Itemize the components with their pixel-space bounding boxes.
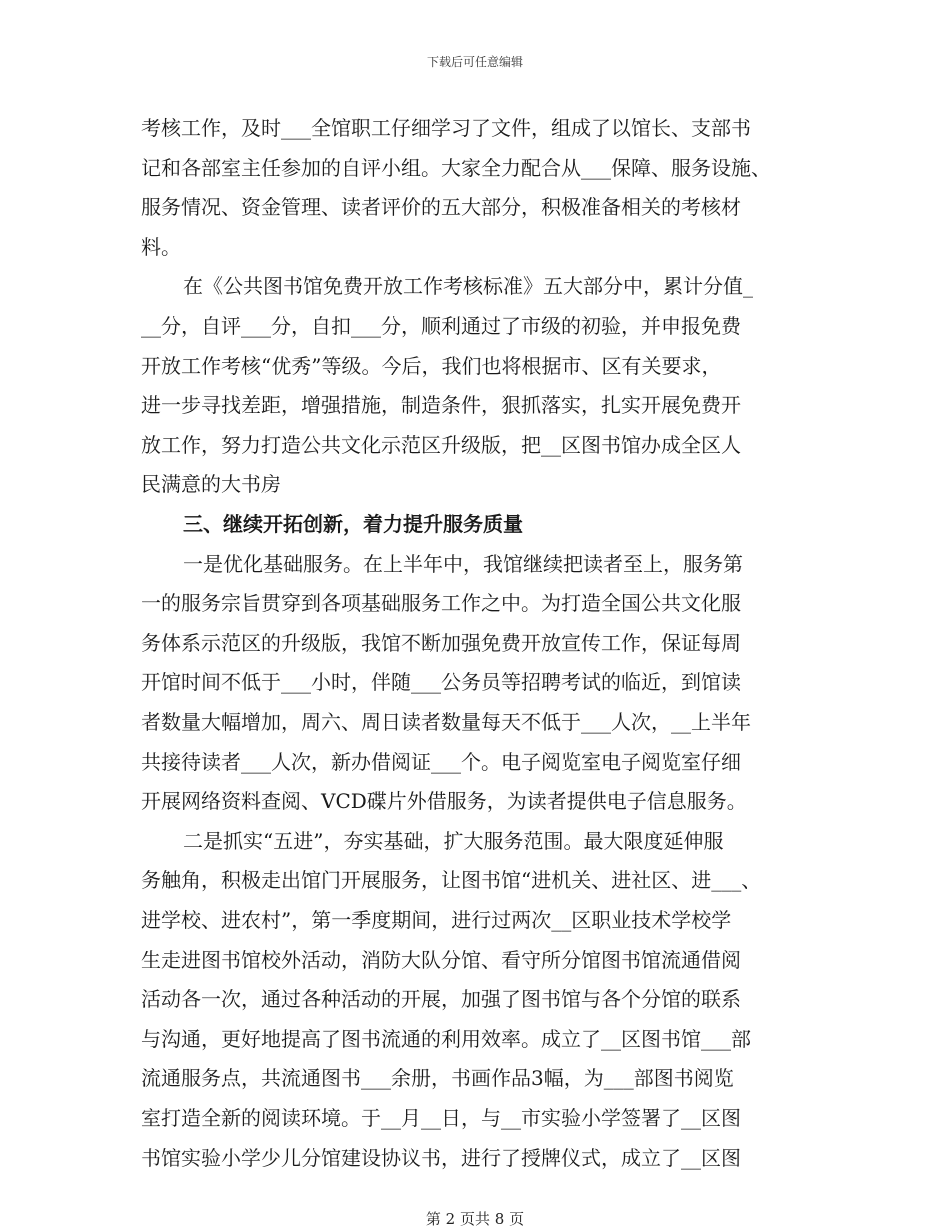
paragraph-line: 流通服务点，共流通图书___余册，书画作品3幅，为___部图书阅览 — [141, 1066, 734, 1090]
paragraph-line: 料。 — [141, 235, 181, 259]
paragraph-line: 与沟通，更好地提高了图书流通的利用效率。成立了__区图书馆___部 — [141, 1027, 751, 1051]
paragraph-line: 服务情况、资金管理、读者评价的五大部分，积极准备相关的考核材 — [141, 195, 741, 219]
paragraph-line: 开馆时间不低于___小时，伴随___公务员等招聘考试的临近，到馆读 — [141, 670, 741, 694]
paragraph-line: 活动各一次，通过各种活动的开展，加强了图书馆与各个分馆的联系 — [141, 987, 741, 1011]
section-heading: 三、继续开拓创新，着力提升服务质量 — [183, 512, 523, 536]
paragraph-line: 放工作，努力打造公共文化示范区升级版，把__区图书馆办成全区人 — [141, 433, 741, 457]
paragraph-line: 进学校、进农村”，第一季度期间，进行过两次__区职业技术学校学 — [141, 908, 732, 932]
paragraph-line: 一的服务宗旨贯穿到各项基础服务工作之中。为打造全国公共文化服 — [141, 591, 741, 615]
paragraph-line: 开展网络资料查阅、VCD碟片外借服务，为读者提供电子信息服务。 — [141, 789, 747, 813]
page-footer: 第 2 页共 8 页 — [425, 1210, 525, 1228]
paragraph-line: 生走进图书馆校外活动，消防大队分馆、看守所分馆图书馆流通借阅 — [141, 948, 741, 972]
paragraph-line: 开放工作考核“优秀”等级。今后，我们也将根据市、区有关要求， — [141, 354, 722, 378]
paragraph-line: 记和各部室主任参加的自评小组。大家全力配合从___保障、服务设施、 — [141, 156, 771, 180]
paragraph-line: 民满意的大书房 — [141, 472, 281, 496]
paragraph-line: 务触角，积极走出馆门开展服务，让图书馆“进机关、进社区、进___、 — [141, 868, 762, 892]
paragraph-line: 进一步寻找差距，增强措施，制造条件，狠抓落实，扎实开展免费开 — [141, 393, 741, 417]
paragraph-line: 书馆实验小学少儿分馆建设协议书，进行了授牌仪式，成立了__区图 — [141, 1146, 741, 1170]
paragraph-line: 共接待读者___人次，新办借阅证___个。电子阅览室电子阅览室仔细 — [141, 750, 741, 774]
paragraph-line: 二是抓实“五进”，夯实基础，扩大服务范围。最大限度延伸服 — [183, 829, 724, 853]
paragraph-line: 务体系示范区的升级版，我馆不断加强免费开放宣传工作，保证每周 — [141, 631, 741, 655]
paragraph-line: 考核工作，及时___全馆职工仔细学习了文件，组成了以馆长、支部书 — [141, 116, 751, 140]
paragraph-line: 一是优化基础服务。在上半年中，我馆继续把读者至上，服务第 — [183, 552, 743, 576]
paragraph-line: 者数量大幅增加，周六、周日读者数量每天不低于___人次，__上半年 — [141, 710, 751, 734]
paragraph-line: __分，自评___分，自扣___分，顺利通过了市级的初验，并申报免费 — [141, 314, 741, 338]
paragraph-line: 室打造全新的阅读环境。于__月__日，与__市实验小学签署了__区图 — [141, 1106, 741, 1130]
page-header: 下载后可任意编辑 — [426, 55, 523, 69]
paragraph-line: 在《公共图书馆免费开放工作考核标准》五大部分中，累计分值_ — [183, 274, 753, 298]
